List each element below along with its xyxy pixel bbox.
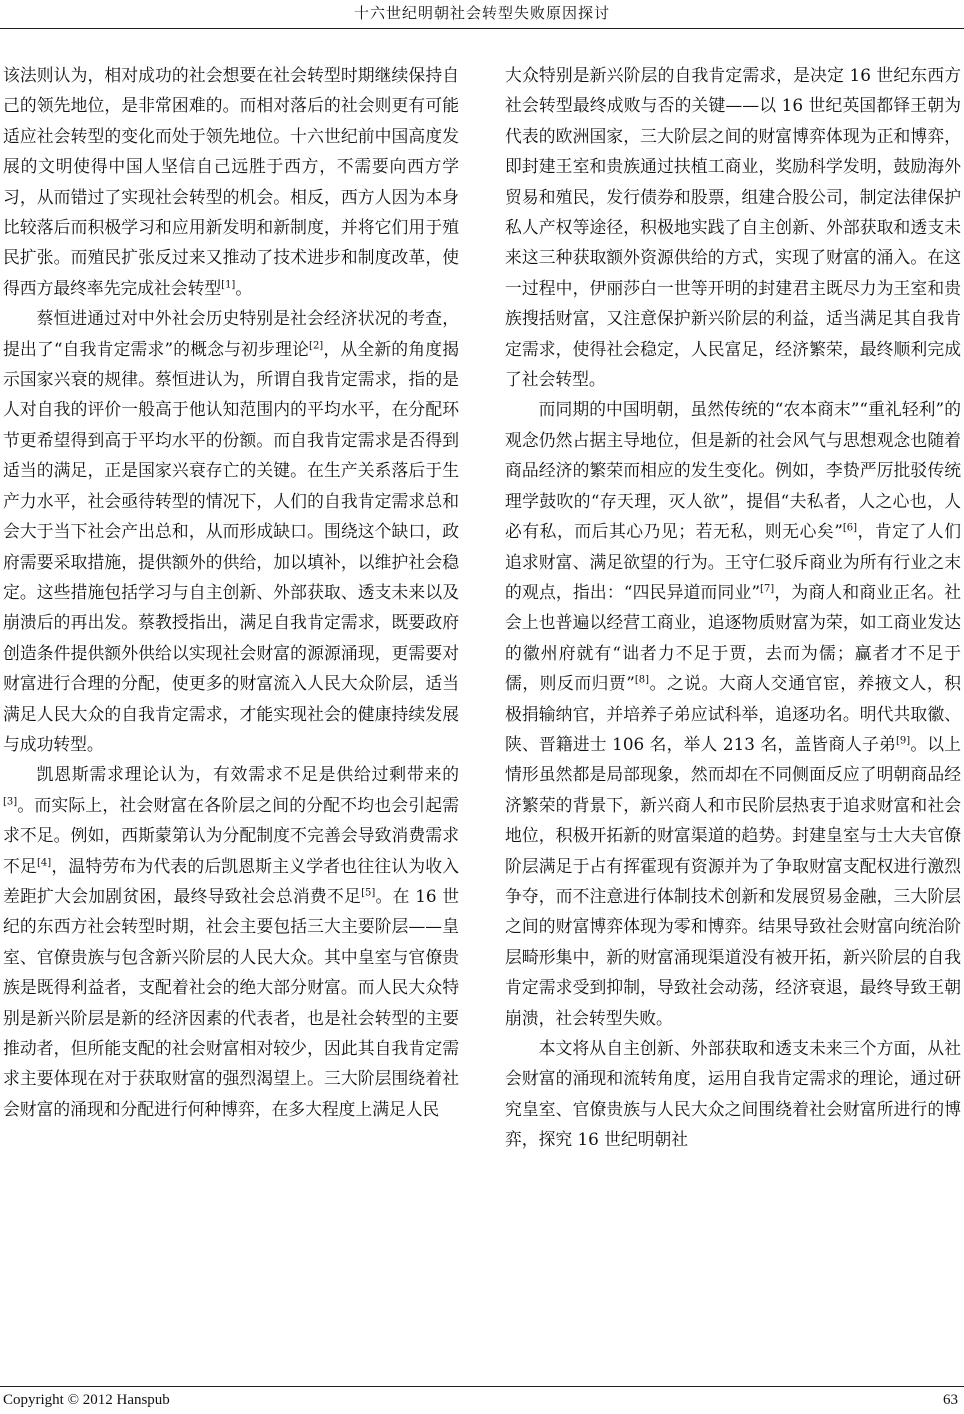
citation-ref: [7]: [760, 583, 775, 595]
paragraph-text: 蔡恒进通过对中外社会历史特别是社会经济状况的考查，提出了“自我肯定需求”的概念与初步理论: [3, 308, 459, 359]
citation-ref: [1]: [221, 279, 236, 291]
paragraph: [505, 394, 961, 1033]
citation-ref: [8]: [634, 674, 650, 686]
right-column: [505, 60, 961, 1360]
paragraph-text: 。在 16 世纪的东西方社会转型时期，社会主要包括三大主要阶层——皇室、官僚贵族与包含新兴阶层的人民大众。其中皇室与官僚贵族是既得利益者，支配着社会的绝大部分财富。而人民大众特别是新兴阶层是新的经济因素的代表者，也是社会转型的主要推动者，但所能支配的社会财富相对较少，因此其自我肯定需求主要体现在对于获取财富的强烈渴望上。三大阶层围绕着社会财富的涌现和分配进行何种博弈，在多大程度上满足人民: [3, 885, 459, 1119]
copyright-notice: Copyright © 2012 Hanspub: [3, 1392, 170, 1408]
paragraph-text: 。: [235, 277, 253, 298]
paragraph-text: ，温特劳布为代表的后凯恩斯主义学者也往往认为收入差距扩大会加剧贫困，最终导致社会总消费不足: [3, 855, 459, 906]
left-column: [3, 60, 459, 1360]
header-divider: [0, 28, 964, 29]
paragraph-text: ，肯定了人们追求财富、满足欲望的行为。王守仁驳斥商业为所有行业之末的观点，指出：“四民异道而同业”: [505, 521, 961, 602]
paragraph: [3, 303, 459, 759]
citation-ref: [4]: [37, 856, 52, 868]
paragraph-text: ，为商人和商业正名。社会上也普遍以经营工商业，追逐物质财富为荣，如工商业发达的徽州府就有“诎者力不足于贾，去而为儒；赢者才不足于儒，则反而归贾”: [505, 581, 961, 694]
footer-divider: [0, 1386, 964, 1387]
paragraph-text: 凯恩斯需求理论认为，有效需求不足是供给过剩带来的: [36, 764, 459, 785]
paragraph: [505, 1033, 961, 1155]
paragraph-text: 。而实际上，社会财富在各阶层之间的分配不均也会引起需求不足。例如，西斯蒙第认为分配制度不完善会导致消费需求不足: [3, 794, 459, 876]
citation-ref: [2]: [309, 340, 324, 352]
paragraph: [3, 60, 459, 303]
paragraph-text: 该法则认为，相对成功的社会想要在社会转型时期继续保持自己的领先地位，是非常困难的。而相对落后的社会则更有可能适应社会转型的变化而处于领先地位。十六世纪前中国高度发展的文明使得中国人坚信自己远胜于西方，不需要向西方学习，从而错过了实现社会转型的机会。相反，西方人因为本身比较落后而积极学习和应用新发明和新制度，并将它们用于殖民扩张。而殖民扩张反过来又推动了技术进步和制度改革，使得西方最终率先完成社会转型: [3, 65, 459, 298]
citation-ref: [3]: [3, 796, 18, 808]
citation-ref: [6]: [842, 522, 857, 534]
paragraph-text: 大众特别是新兴阶层的自我肯定需求，是决定 16 世纪东西方社会转型最终成败与否的关键——以 16 世纪英国都铎王朝为代表的欧洲国家，三大阶层之间的财富博弈体现为正和博弈，即封建王室和贵族通过扶植工商业，奖励科学发明，鼓励海外贸易和殖民，发行债券和股票，组建合股公司，制定法律保护私人产权等途径，积极地实践了自主创新、外部获取和透支未来这三种获取额外资源供给的方式，实现了财富的涌入。在这一过程中，伊丽莎白一世等开明的封建君主既尽力为王室和贵族搜括财富，又注意保护新兴阶层的利益，适当满足其自我肯定需求，使得社会稳定，人民富足，经济繁荣，最终顺利完成了社会转型。: [505, 65, 961, 390]
paragraph-text: 。之说。大商人交通官宦，养掖文人，积极捐输纳官，并培养子弟应试科举，追逐功名。明代共取徽、陕、晋籍进士 106 名，举人 213 名，盖皆商人子弟: [505, 673, 961, 754]
citation-ref: [9]: [895, 735, 911, 747]
paragraph-text: 本文将从自主创新、外部获取和透支未来三个方面，从社会财富的涌现和流转角度，运用自我肯定需求的理论，通过研究皇室、官僚贵族与人民大众之间围绕着社会财富所进行的博弈，探究 16 世纪明朝社: [505, 1038, 961, 1150]
page-number: 63: [943, 1392, 958, 1408]
paragraph-text: 。以上情形虽然都是局部现象，然而却在不同侧面反应了明朝商品经济繁荣的背景下，新兴商人和市民阶层热衷于追求财富和社会地位，积极开拓新的财富渠道的趋势。封建皇室与士大夫官僚阶层满足于占有挥霍现有资源并为了争取财富支配权进行激烈争夺，而不注意进行体制技术创新和发展贸易金融，三大阶层之间的财富博弈体现为零和博弈。结果导致社会财富向统治阶层畸形集中，新的财富涌现渠道没有被开拓，新兴阶层的自我肯定需求受到抑制，导致社会动荡，经济衰退，最终导致王朝崩溃，社会转型失败。: [505, 733, 961, 1028]
running-header: 十六世纪明朝社会转型失败原因探讨: [353, 4, 610, 22]
paragraph: [505, 60, 961, 394]
paragraph-text: ，从全新的角度揭示国家兴衰的规律。蔡恒进认为，所谓自我肯定需求，指的是人对自我的评价一般高于他认知范围内的平均水平，在分配环节更希望得到高于平均水平的份额。而自我肯定需求是否得到适当的满足，正是国家兴衰存亡的关键。在生产关系落后于生产力水平，社会亟待转型的情况下，人们的自我肯定需求总和会大于当下社会产出总和，从而形成缺口。围绕这个缺口，政府需要采取措施，提供额外的供给，加以填补，以维护社会稳定。这些措施包括学习与自主创新、外部获取、透支未来以及崩溃后的再出发。蔡教授指出，满足自我肯定需求，既要政府创造条件提供额外供给以实现社会财富的源源涌现，更需要对财富进行合理的分配，使更多的财富流入人民大众阶层，适当满足人民大众的自我肯定需求，才能实现社会的健康持续发展与成功转型。: [3, 338, 459, 754]
paragraph-text: 而同期的中国明朝，虽然传统的“农本商末”“重礼轻利”的观念仍然占据主导地位，但是新的社会风气与思想观念也随着商品经济的繁荣而相应的发生变化。例如，李贽严厉批驳传统理学鼓吹的“存天理，灭人欲”，提倡“夫私者，人之心也，人必有私，而后其心乃见；若无私，则无心矣”: [505, 399, 961, 542]
citation-ref: [5]: [361, 887, 376, 899]
paragraph: [3, 759, 459, 1124]
